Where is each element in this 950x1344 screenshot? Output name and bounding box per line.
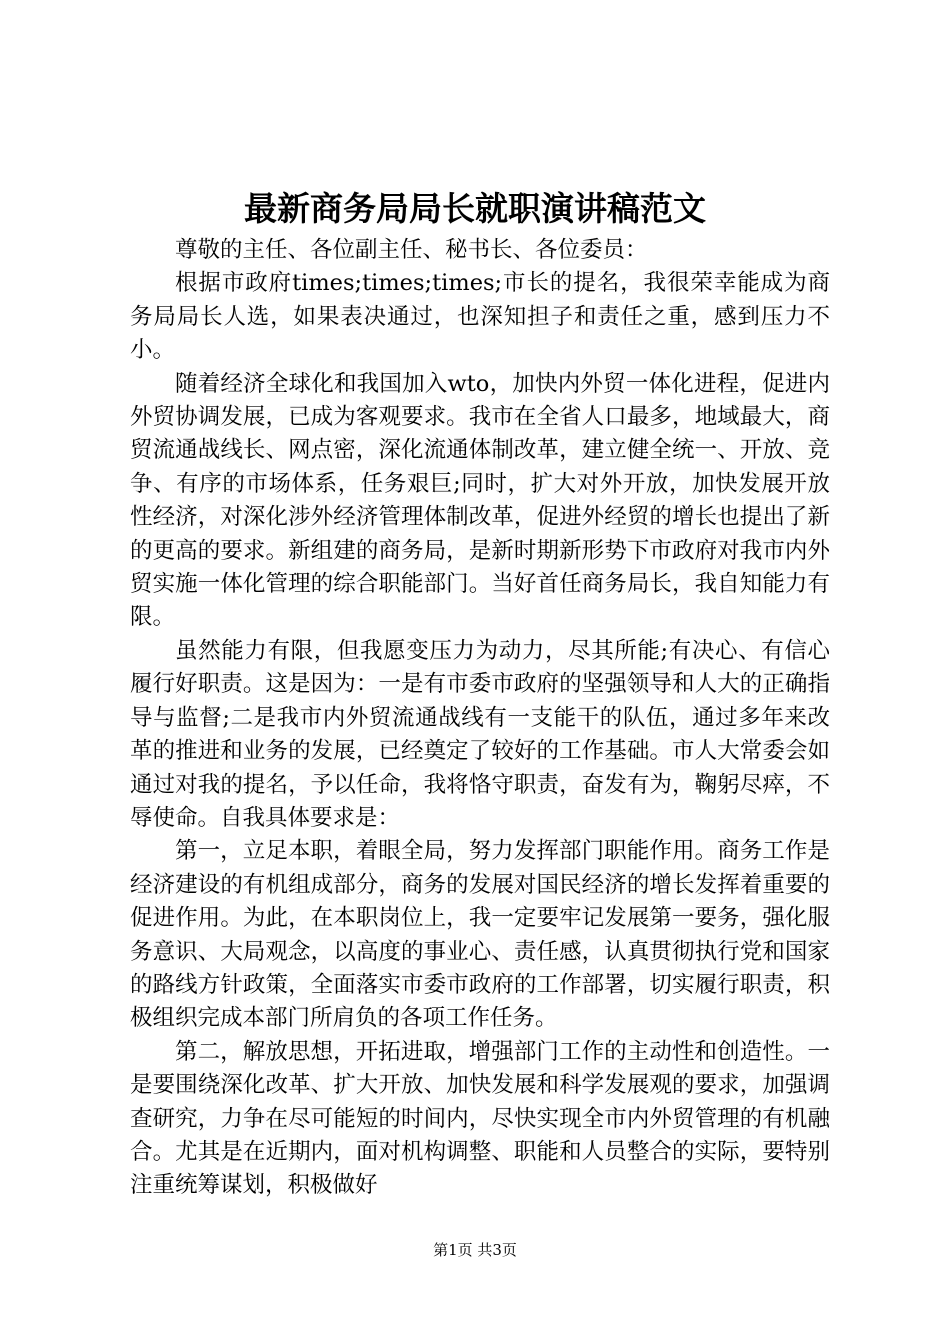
body-paragraph: 随着经济全球化和我国加入wto，加快内外贸一体化进程，促进内外贸协调发展，已成为客观要求。我市在全省人口最多，地域最大，商贸流通战线长、网点密，深化流通体制改革，建立健全统一、开放、竞争、有序的市场体系，任务艰巨;同时，扩大对外开放，加快发展开放性经济，对深化涉外经济管理体制改革，促进外经贸的增长也提出了新的更高的要求。新组建的商务局，是新时期新形势下市政府对我市内外贸实施一体化管理的综合职能部门。当好首任商务局长，我自知能力有限。 <box>130 370 830 631</box>
salutation-paragraph: 尊敬的主任、各位副主任、秘书长、各位委员： <box>175 237 648 263</box>
body-paragraph: 根据市政府times;times;times;市长的提名，我很荣幸能成为商务局局长人选，如果表决通过，也深知担子和责任之重，感到压力不小。 <box>130 270 830 364</box>
body-paragraph: 虽然能力有限，但我愿变压力为动力，尽其所能;有决心、有信心履行好职责。这是因为：一是有市委市政府的坚强领导和人大的正确指导与监督;二是我市内外贸流通战线有一支能干的队伍，通过多年来改革的推进和业务的发展，已经奠定了较好的工作基础。市人大常委会如通过对我的提名，予以任命，我将恪守职责，奋发有为，鞠躬尽瘁，不辱使命。自我具体要求是： <box>130 637 830 831</box>
page-number-footer: 第1页 共3页 <box>433 1241 517 1259</box>
body-paragraph: 第二，解放思想，开拓进取，增强部门工作的主动性和创造性。一是要围绕深化改革、扩大开放、加快发展和科学发展观的要求，加强调查研究，力争在尽可能短的时间内，尽快实现全市内外贸管理的有机融合。尤其是在近期内，面对机构调整、职能和人员整合的实际，要特别注重统筹谋划，积极做好 <box>130 1038 830 1199</box>
body-paragraph: 第一，立足本职，着眼全局，努力发挥部门职能作用。商务工作是经济建设的有机组成部分，商务的发展对国民经济的增长发挥着重要的促进作用。为此，在本职岗位上，我一定要牢记发展第一要务，强化服务意识、大局观念，以高度的事业心、责任感，认真贯彻执行党和国家的路线方针政策，全面落实市委市政府的工作部署，切实履行职责，积极组织完成本部门所肩负的各项工作任务。 <box>130 838 830 1032</box>
document-body <box>130 234 830 1203</box>
document-title: 最新商务局局长就职演讲稿范文 <box>244 189 706 228</box>
